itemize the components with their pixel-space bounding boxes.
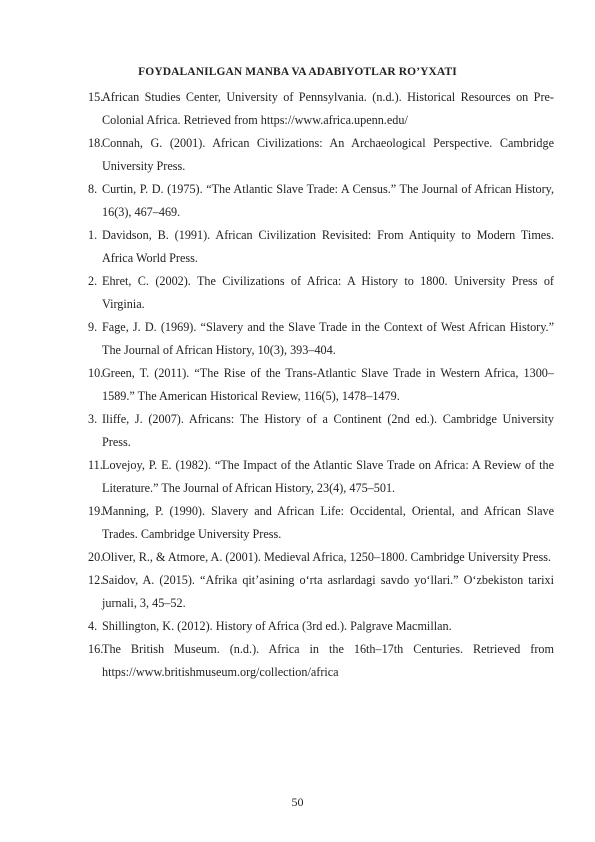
reference-number: 12. xyxy=(88,573,104,587)
reference-text: Manning, P. (1990). Slavery and African Life: Occidental, Oriental, and African Slave Trades. Cambridge University Press. xyxy=(102,504,554,541)
reference-item xyxy=(88,362,554,408)
reference-item xyxy=(88,546,554,569)
reference-number: 1. xyxy=(88,228,98,242)
reference-number: 9. xyxy=(88,320,98,334)
page-title: FOYDALANILGAN MANBA VA ADABIYOTLAR RO’YXATI xyxy=(138,66,457,78)
reference-list xyxy=(88,86,554,684)
reference-number: 10. xyxy=(88,366,104,380)
reference-text: Curtin, P. D. (1975). “The Atlantic Slave Trade: A Census.” The Journal of African History, 16(3), 467–469. xyxy=(102,182,554,219)
reference-number: 16. xyxy=(88,642,104,656)
reference-item xyxy=(88,638,554,684)
reference-text: Connah, G. (2001). African Civilizations: An Archaeological Perspective. Cambridge University Press. xyxy=(102,136,554,173)
reference-text: Ehret, C. (2002). The Civilizations of Africa: A History to 1800. University Press of Virginia. xyxy=(102,274,554,311)
reference-item xyxy=(88,86,554,132)
reference-item xyxy=(88,569,554,615)
reference-text: Shillington, K. (2012). History of Africa (3rd ed.). Palgrave Macmillan. xyxy=(102,619,452,633)
reference-item xyxy=(88,408,554,454)
reference-item xyxy=(88,500,554,546)
reference-number: 15. xyxy=(88,90,104,104)
reference-item xyxy=(88,178,554,224)
reference-number: 3. xyxy=(88,412,98,426)
reference-number: 18. xyxy=(88,136,104,150)
reference-number: 2. xyxy=(88,274,98,288)
reference-text: Iliffe, J. (2007). Africans: The History of a Continent (2nd ed.). Cambridge University Press. xyxy=(102,412,554,449)
reference-number: 8. xyxy=(88,182,98,196)
reference-text: Green, T. (2011). “The Rise of the Trans-Atlantic Slave Trade in Western Africa, 1300–1589.” The American Historical Review, 116(5), 1478–1479. xyxy=(102,366,554,403)
reference-item xyxy=(88,132,554,178)
page-number: 50 xyxy=(291,795,304,809)
reference-text: Lovejoy, P. E. (1982). “The Impact of the Atlantic Slave Trade on Africa: A Review of the Literature.” The Journal of African History, 23(4), 475–501. xyxy=(102,458,554,495)
reference-item xyxy=(88,270,554,316)
reference-text: Davidson, B. (1991). African Civilization Revisited: From Antiquity to Modern Times. Africa World Press. xyxy=(102,228,554,265)
reference-number: 19. xyxy=(88,504,104,518)
reference-number: 11. xyxy=(88,458,103,472)
reference-item xyxy=(88,615,554,638)
reference-text: The British Museum. (n.d.). Africa in the 16th–17th Centuries. Retrieved from https://www.britishmuseum.org/collection/africa xyxy=(102,642,554,679)
reference-text: African Studies Center, University of Pennsylvania. (n.d.). Historical Resources on Pre-Colonial Africa. Retrieved from https://www.africa.upenn.edu/ xyxy=(102,90,554,127)
reference-item xyxy=(88,316,554,362)
reference-number: 20. xyxy=(88,550,104,564)
reference-text: Fage, J. D. (1969). “Slavery and the Slave Trade in the Context of West African History.” The Journal of African History, 10(3), 393–404. xyxy=(102,320,554,357)
reference-text: Saidov, A. (2015). “Afrika qit’asining o‘rta asrlardagi savdo yo‘llari.” O‘zbekiston tarixi jurnali, 3, 45–52. xyxy=(102,573,554,610)
reference-item xyxy=(88,454,554,500)
reference-item xyxy=(88,224,554,270)
reference-number: 4. xyxy=(88,619,98,633)
reference-text: Oliver, R., & Atmore, A. (2001). Medieval Africa, 1250–1800. Cambridge University Press. xyxy=(102,550,552,564)
